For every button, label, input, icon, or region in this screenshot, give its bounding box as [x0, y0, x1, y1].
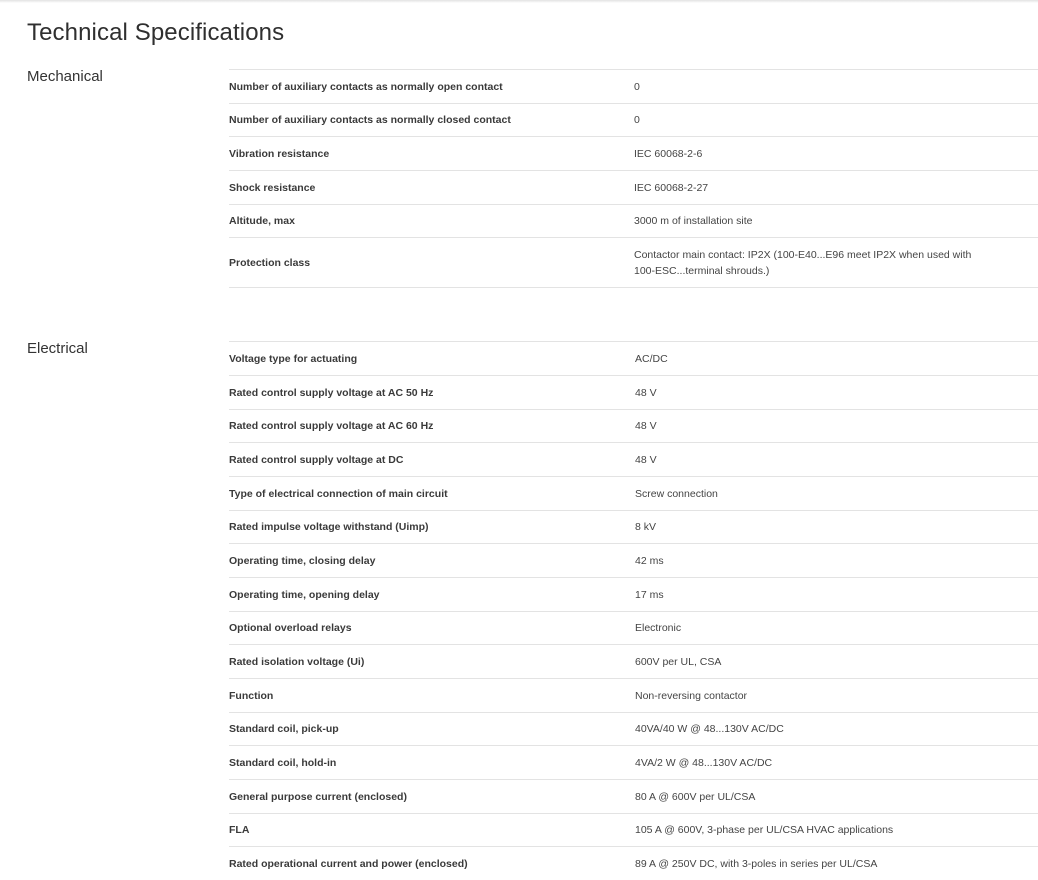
spec-value: 17 ms — [635, 588, 664, 601]
spec-row — [229, 644, 1038, 678]
spec-row — [229, 103, 1038, 136]
spec-value: 48 V — [635, 386, 657, 399]
spec-row — [229, 170, 1038, 204]
spec-label: Type of electrical connection of main circuit — [229, 487, 448, 500]
spec-value: 8 kV — [635, 521, 657, 533]
spec-row — [229, 712, 1038, 745]
spec-label: Standard coil, hold-in — [229, 756, 337, 769]
spec-row — [229, 577, 1038, 611]
spec-value: IEC 60068-2-27 — [634, 181, 709, 194]
spec-value: 80 A @ 600V per UL/CSA — [635, 790, 756, 803]
spec-row — [229, 237, 1038, 288]
spec-value: AC/DC — [635, 352, 668, 365]
spec-label: Number of auxiliary contacts as normally closed contact — [229, 114, 511, 126]
spec-value: 40VA/40 W @ 48...130V AC/DC — [635, 723, 784, 735]
spec-label: Protection class — [229, 256, 311, 269]
spec-value: 3000 m of installation site — [634, 215, 753, 227]
spec-label: Rated control supply voltage at DC — [229, 453, 404, 466]
spec-label: Voltage type for actuating — [229, 352, 358, 365]
spec-row — [229, 510, 1038, 543]
spec-row — [229, 136, 1038, 170]
header-shadow — [0, 0, 1038, 3]
spec-row — [229, 476, 1038, 510]
spec-value: 600V per UL, CSA — [635, 655, 722, 668]
spec-label: Rated operational current and power (enclosed) — [229, 857, 468, 870]
spec-row — [229, 204, 1038, 237]
spec-value: 48 V — [635, 420, 657, 432]
spec-row — [229, 678, 1038, 712]
spec-row — [229, 779, 1038, 813]
spec-table — [229, 69, 1038, 288]
spec-value: 4VA/2 W @ 48...130V AC/DC — [635, 756, 773, 769]
section-title: Mechanical — [27, 68, 103, 85]
spec-label: Number of auxiliary contacts as normally open contact — [229, 80, 503, 93]
spec-row — [229, 745, 1038, 779]
spec-row — [229, 341, 1038, 375]
spec-value: 48 V — [635, 453, 657, 466]
page-title: Technical Specifications — [27, 19, 285, 46]
spec-label: Rated isolation voltage (Ui) — [229, 655, 365, 668]
spec-label: Standard coil, pick-up — [229, 723, 339, 735]
spec-label: Operating time, closing delay — [229, 554, 376, 567]
spec-value: 42 ms — [635, 554, 664, 567]
spec-table — [229, 341, 1038, 880]
spec-value: Electronic — [635, 622, 682, 634]
spec-label: Vibration resistance — [229, 147, 330, 160]
spec-row — [229, 442, 1038, 476]
section-title: Electrical — [27, 340, 88, 357]
spec-value: Contactor main contact: IP2X (100-E40...E96 meet IP2X when used with 100-ESC...terminal shrouds.) — [634, 248, 972, 277]
spec-value: Screw connection — [635, 487, 718, 500]
spec-row — [229, 543, 1038, 577]
spec-row — [229, 375, 1038, 409]
spec-label: FLA — [229, 824, 250, 836]
spec-row — [229, 611, 1038, 644]
spec-row — [229, 813, 1038, 846]
spec-value: Non-reversing contactor — [635, 689, 748, 702]
spec-row — [229, 69, 1038, 103]
spec-label: Rated impulse voltage withstand (Uimp) — [229, 521, 429, 533]
spec-label: Rated control supply voltage at AC 50 Hz — [229, 386, 434, 399]
spec-row — [229, 409, 1038, 442]
spec-value: IEC 60068-2-6 — [634, 147, 703, 160]
spec-label: Shock resistance — [229, 181, 316, 194]
spec-value: 89 A @ 250V DC, with 3-poles in series per UL/CSA — [635, 857, 878, 870]
spec-label: Function — [229, 689, 274, 702]
spec-label: Rated control supply voltage at AC 60 Hz — [229, 420, 434, 432]
spec-label: Optional overload relays — [229, 622, 352, 634]
spec-value: 0 — [634, 80, 640, 93]
spec-label: Altitude, max — [229, 215, 295, 227]
spec-value: 105 A @ 600V, 3-phase per UL/CSA HVAC applications — [635, 824, 894, 836]
spec-label: Operating time, opening delay — [229, 588, 380, 601]
spec-value: 0 — [634, 114, 640, 126]
spec-row — [229, 846, 1038, 880]
spec-label: General purpose current (enclosed) — [229, 790, 407, 803]
